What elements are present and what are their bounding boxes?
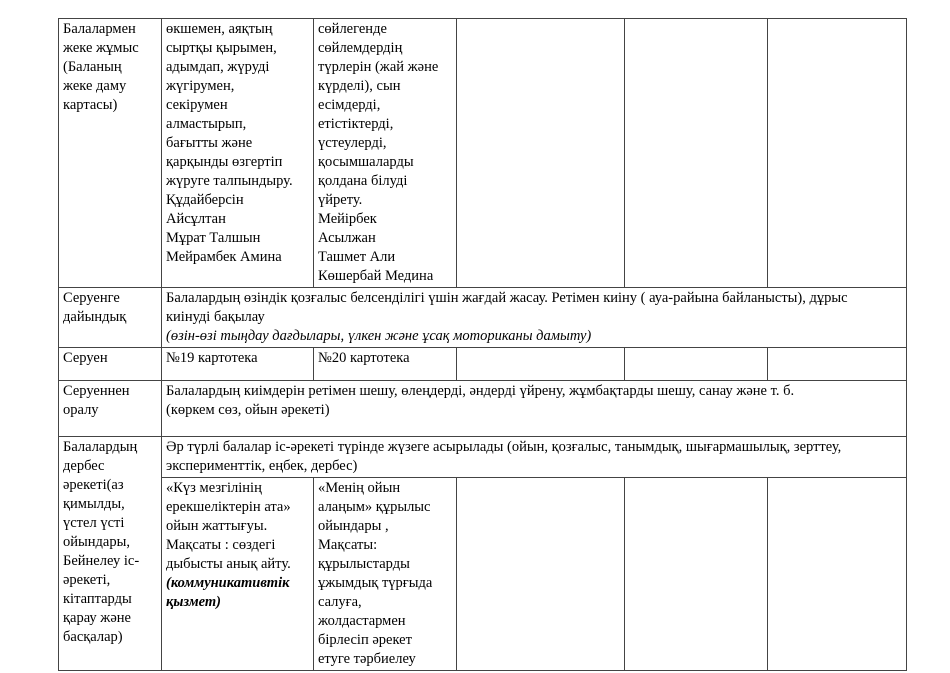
schedule-table-container bbox=[58, 18, 907, 671]
row-walk-prep bbox=[59, 288, 907, 348]
row-walk-return bbox=[59, 381, 907, 437]
individual-work-col2: сөйлегенде сөйлемдердің түрлерін (жай және күрделі), сын есімдерді, етістіктерді, үстеулерді, қосымшаларды қолдана білуді үйрету. Мейірбек Асылжан Ташмет Али Көшербай Медина bbox=[314, 19, 457, 288]
walk-col3 bbox=[457, 348, 625, 381]
row-individual-work bbox=[59, 19, 907, 288]
independent-activity-col4 bbox=[625, 478, 768, 671]
row-walk bbox=[59, 348, 907, 381]
independent-activity-text: Әр түрлі балалар іс-әрекеті түрінде жүзеге асырылады (ойын, қозғалыс, танымдық, шығармашылық, зерттеу, эксперименттік, еңбек, дербес) bbox=[162, 437, 907, 478]
row-independent-activity bbox=[59, 437, 907, 478]
walk-col2: №20 картотека bbox=[314, 348, 457, 381]
label-walk: Серуен bbox=[59, 348, 162, 381]
walk-prep-note: (өзін-өзі тыңдау дағдылары, үлкен және ұсақ моториканы дамыту) bbox=[166, 328, 592, 344]
label-individual-work: Балалармен жеке жұмыс (Баланың жеке даму картасы) bbox=[59, 19, 162, 288]
walk-col4 bbox=[625, 348, 768, 381]
individual-work-col5 bbox=[768, 19, 907, 288]
walk-col5 bbox=[768, 348, 907, 381]
schedule-table bbox=[58, 18, 907, 671]
label-walk-return: Серуеннен оралу bbox=[59, 381, 162, 437]
row-independent-activity-details bbox=[59, 478, 907, 671]
label-walk-prep: Серуенге дайындық bbox=[59, 288, 162, 348]
individual-work-col3 bbox=[457, 19, 625, 288]
individual-work-col4 bbox=[625, 19, 768, 288]
independent-activity-col5 bbox=[768, 478, 907, 671]
independent-activity-col1: «Күз мезгілінің ерекшеліктерін ата» ойын жаттығуы. Мақсаты : сөздегі дыбысты анық айту. (коммуникативтік қызмет) bbox=[162, 478, 314, 671]
independent-activity-note: (коммуникативтік bbox=[166, 575, 290, 591]
walk-return-text: Балалардың киімдерін ретімен шешу, өлеңдерді, әндерді үйрену, жұмбақтарды шешу, санау және т. б. (көркем сөз, ойын әрекеті) bbox=[162, 381, 907, 437]
independent-activity-col3 bbox=[457, 478, 625, 671]
individual-work-col1: өкшемен, аяқтың сыртқы қырымен, адымдап, жүруді жүгірумен, секірумен алмастырып, бағытты және қарқынды өзгертіп жүруге талпындыру. Құдайберсін Айсұлтан Мұрат Талшын Мейрамбек Амина bbox=[162, 19, 314, 288]
label-independent-activity: Балалардың дербес әрекеті(аз қимылды, үстел үсті ойындары, Бейнелеу іс- әрекеті, кітаптарды қарау және басқалар) bbox=[59, 437, 162, 671]
independent-activity-col2: «Менің ойын алаңым» құрылыс ойындары , Мақсаты: құрылыстарды ұжымдық түрғыда салуға, жолдастармен бірлесіп әрекет етуге тәрбиелеу bbox=[314, 478, 457, 671]
walk-col1: №19 картотека bbox=[162, 348, 314, 381]
walk-prep-text: Балалардың өзіндік қозғалыс белсенділігі үшін жағдай жасау. Ретімен киіну ( ауа-райына байланысты), дұрыс киінуді бақылау (өзін-өзі тыңдау дағдылары, үлкен және ұсақ моториканы дамыту) bbox=[162, 288, 907, 348]
